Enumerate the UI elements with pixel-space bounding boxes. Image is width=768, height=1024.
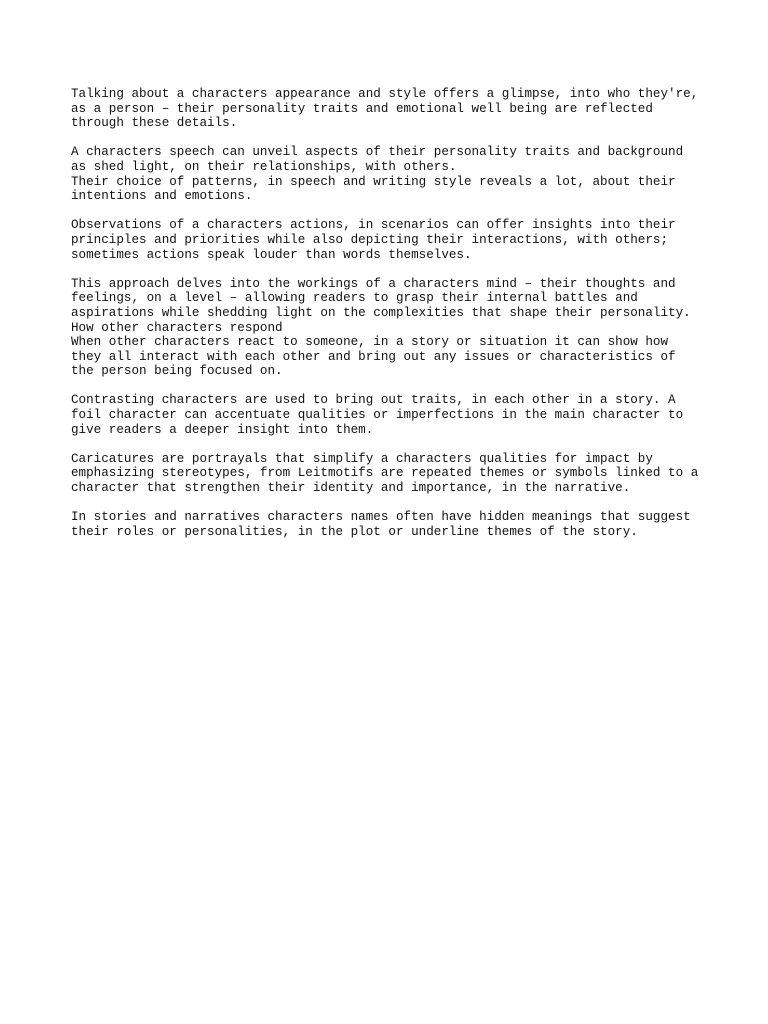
paragraph-inner-mind: This approach delves into the workings of a characters mind – their thoughts and feelings, on a level – allowing readers to grasp their internal battles and aspirations while shedding light on the complexities that shape their personality. How other characters respond When other characters react to someone, in a story or situation it can show how they all interact with each other and bring out any issues or characteristics of the person being focused on. — [71, 276, 691, 379]
paragraph-speech: A characters speech can unveil aspects of their personality traits and background as shed light, on their relationships, with others. Their choice of patterns, in speech and writing style reveals a lot, about their intentions and emotions. — [71, 145, 684, 204]
paragraph-caricatures: Caricatures are portrayals that simplify a characters qualities for impact by emphasizing stereotypes, from Leitmotifs are repeated themes or symbols linked to a character that strengthen their identity and importance, in the narrative. — [71, 451, 699, 496]
paragraph-appearance: Talking about a characters appearance and style offers a glimpse, into who they're, as a person – their personality traits and emotional well being are reflected through these details. — [71, 87, 699, 131]
paragraph-names: In stories and narratives characters names often have hidden meanings that suggest their roles or personalities, in the plot or underline themes of the story. — [71, 510, 691, 539]
document-body — [71, 87, 711, 554]
paragraph-contrasting: Contrasting characters are used to bring out traits, in each other in a story. A foil character can accentuate qualities or imperfections in the main character to give readers a deeper insight into them. — [71, 393, 684, 437]
paragraph-actions: Observations of a characters actions, in scenarios can offer insights into their principles and priorities while also depicting their interactions, with others; sometimes actions speak louder than words themselves. — [71, 218, 676, 262]
